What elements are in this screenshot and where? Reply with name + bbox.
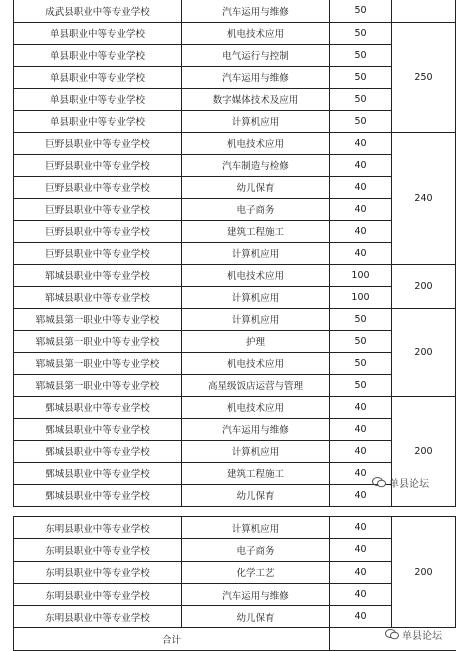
quota-cell: 40 [330,561,392,583]
chat-bubble-icon [372,477,386,488]
major-cell: 计算机应用 [182,308,330,330]
school-cell: 东明县职业中等专业学校 [14,539,182,561]
table-row [14,583,456,605]
school-cell: 鄄城县职业中等专业学校 [14,440,182,462]
table-row [14,66,456,88]
school-cell: 鄄城县职业中等专业学校 [14,462,182,484]
table-row [14,198,456,220]
major-cell: 汽车运用与维修 [182,583,330,605]
school-cell: 鄄城县职业中等专业学校 [14,418,182,440]
table-row [14,110,456,132]
table-row [14,352,456,374]
table-row [14,440,456,462]
quota-cell: 40 [330,396,392,418]
school-cell: 单县职业中等专业学校 [14,22,182,44]
quota-cell: 100 [330,264,392,286]
quota-cell: 40 [330,220,392,242]
school-cell: 巨野县职业中等专业学校 [14,176,182,198]
major-cell: 幼儿保育 [182,484,330,506]
subtotal-cell: 200 [392,517,456,628]
school-cell: 鄄城县职业中等专业学校 [14,396,182,418]
table-row [14,132,456,154]
quota-cell: 40 [330,132,392,154]
school-cell: 东明县职业中等专业学校 [14,606,182,628]
subtotal-cell [392,0,456,22]
table-row [14,539,456,561]
quota-cell: 40 [330,462,392,484]
watermark [385,627,442,642]
quota-cell: 50 [330,22,392,44]
school-cell: 郓城县职业中等专业学校 [14,286,182,308]
table-row [14,22,456,44]
table-row [14,330,456,352]
major-cell: 建筑工程施工 [182,220,330,242]
school-cell: 东明县职业中等专业学校 [14,517,182,539]
major-cell: 电子商务 [182,198,330,220]
table-row [14,561,456,583]
subtotal-cell: 200 [392,396,456,506]
school-cell: 东明县职业中等专业学校 [14,561,182,583]
school-cell: 郓城县职业中等专业学校 [14,264,182,286]
table-row [14,396,456,418]
quota-cell: 50 [330,352,392,374]
subtotal-cell: 240 [392,132,456,264]
major-cell: 计算机应用 [182,110,330,132]
major-cell: 化学工艺 [182,561,330,583]
chat-bubble-icon [385,629,399,640]
major-cell: 电子商务 [182,539,330,561]
table-row [14,176,456,198]
major-cell: 幼儿保育 [182,176,330,198]
quota-cell: 40 [330,176,392,198]
quota-cell: 50 [330,110,392,132]
enrollment-table-upper [13,0,456,507]
school-cell: 巨野县职业中等专业学校 [14,242,182,264]
total-label: 合计 [14,628,330,650]
quota-cell: 50 [330,66,392,88]
table-row [14,0,456,22]
table-row [14,517,456,539]
school-cell: 郓城县第一职业中等专业学校 [14,308,182,330]
quota-cell: 40 [330,418,392,440]
major-cell: 机电技术应用 [182,132,330,154]
major-cell: 电气运行与控制 [182,44,330,66]
major-cell: 机电技术应用 [182,352,330,374]
quota-cell: 50 [330,374,392,396]
quota-cell: 50 [330,88,392,110]
table-row [14,44,456,66]
school-cell: 郓城县第一职业中等专业学校 [14,352,182,374]
quota-cell: 40 [330,484,392,506]
major-cell: 计算机应用 [182,440,330,462]
major-cell: 计算机应用 [182,286,330,308]
quota-cell: 50 [330,44,392,66]
table-row [14,606,456,628]
quota-cell: 40 [330,539,392,561]
quota-cell: 50 [330,0,392,22]
table-row [14,220,456,242]
school-cell: 鄄城县职业中等专业学校 [14,484,182,506]
quota-cell: 50 [330,308,392,330]
table-row [14,418,456,440]
school-cell: 巨野县职业中等专业学校 [14,154,182,176]
table-row [14,242,456,264]
major-cell: 幼儿保育 [182,606,330,628]
table-row [14,308,456,330]
school-cell: 单县职业中等专业学校 [14,66,182,88]
table-row [14,374,456,396]
school-cell: 单县职业中等专业学校 [14,110,182,132]
major-cell: 数字媒体技术及应用 [182,88,330,110]
school-cell: 东明县职业中等专业学校 [14,583,182,605]
watermark-text: 单县论坛 [402,631,442,642]
table-row [14,286,456,308]
school-cell: 巨野县职业中等专业学校 [14,132,182,154]
major-cell: 机电技术应用 [182,396,330,418]
major-cell: 高星级饭店运营与管理 [182,374,330,396]
quota-cell: 40 [330,242,392,264]
major-cell: 护理 [182,330,330,352]
subtotal-cell: 200 [392,308,456,396]
quota-cell: 40 [330,440,392,462]
table-row [14,264,456,286]
major-cell: 汽车运用与维修 [182,418,330,440]
quota-cell: 50 [330,330,392,352]
school-cell: 郓城县第一职业中等专业学校 [14,330,182,352]
school-cell: 巨野县职业中等专业学校 [14,220,182,242]
major-cell: 机电技术应用 [182,22,330,44]
subtotal-cell: 250 [392,22,456,132]
quota-cell: 40 [330,198,392,220]
school-cell: 巨野县职业中等专业学校 [14,198,182,220]
quota-cell: 40 [330,606,392,628]
major-cell: 计算机应用 [182,242,330,264]
school-cell: 单县职业中等专业学校 [14,88,182,110]
major-cell: 机电技术应用 [182,264,330,286]
quota-cell: 40 [330,517,392,539]
major-cell: 汽车制造与检修 [182,154,330,176]
subtotal-cell: 200 [392,264,456,308]
school-cell: 郓城县第一职业中等专业学校 [14,374,182,396]
quota-cell: 100 [330,286,392,308]
quota-cell: 40 [330,583,392,605]
school-cell: 成武县职业中等专业学校 [14,0,182,22]
major-cell: 计算机应用 [182,517,330,539]
major-cell: 建筑工程施工 [182,462,330,484]
watermark-text: 单县论坛 [389,479,429,490]
table-row [14,88,456,110]
watermark [372,475,429,490]
major-cell: 汽车运用与维修 [182,0,330,22]
quota-cell: 40 [330,154,392,176]
table-row [14,154,456,176]
major-cell: 汽车运用与维修 [182,66,330,88]
school-cell: 单县职业中等专业学校 [14,44,182,66]
